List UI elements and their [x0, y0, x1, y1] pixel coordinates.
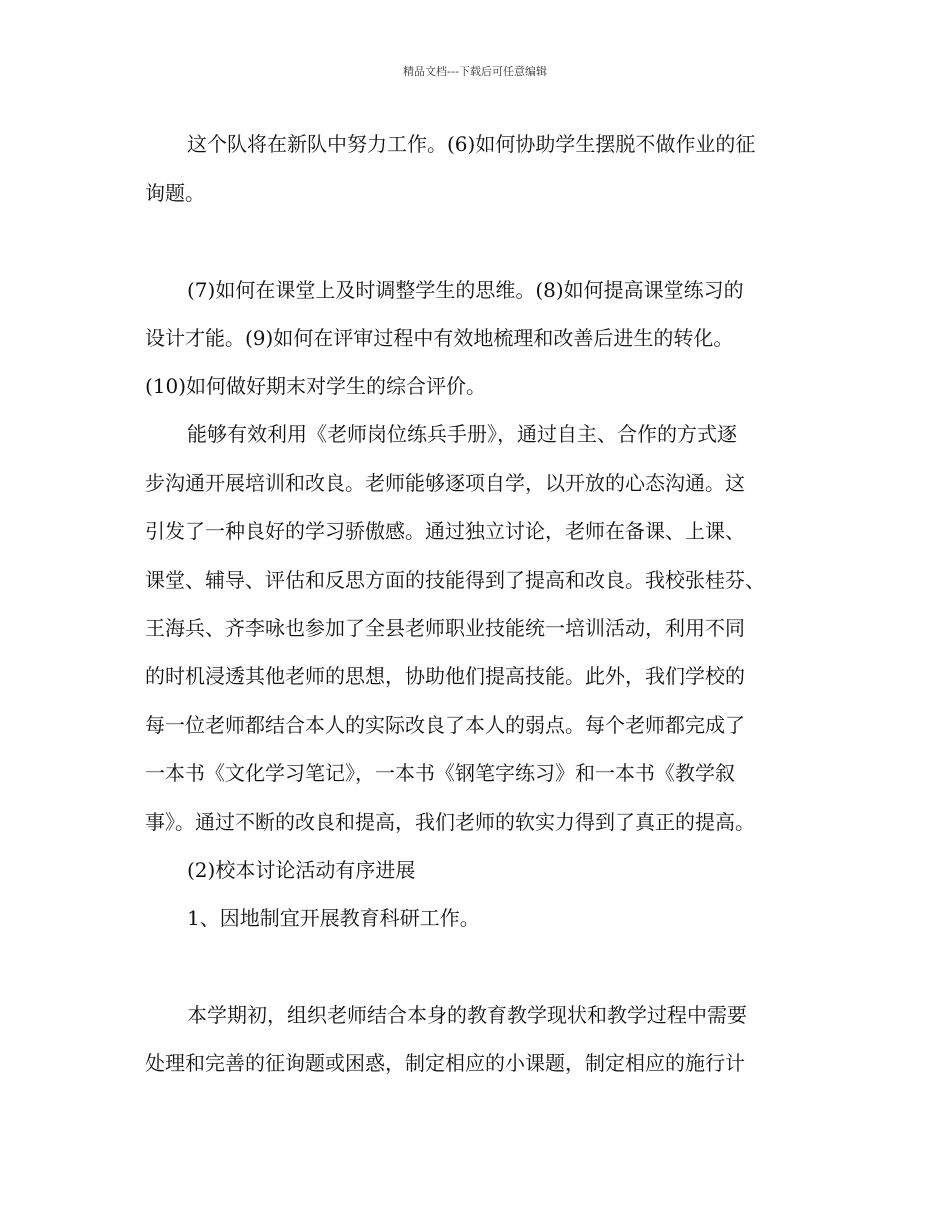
- paragraph-line: 一本书《文化学习笔记》，一本书《钢笔字练习》和一本书《教学叙: [145, 761, 735, 785]
- paragraph-line: 本学期初，组织老师结合本身的教育教学现状和教学过程中需要: [187, 1003, 747, 1027]
- page-header: 精品文档---下载后可任意编辑: [403, 65, 547, 78]
- paragraph-line: 每一位老师都结合本人的实际改良了本人的弱点。每个老师都完成了: [145, 713, 745, 737]
- section-heading: 1、因地制宜开展教育科研工作。: [187, 906, 480, 930]
- paragraph-line: 事》。通过不断的改良和提高，我们老师的软实力得到了真正的提高。: [145, 810, 755, 834]
- paragraph-line: (10)如何做好期末对学生的综合评价。: [145, 374, 487, 398]
- paragraph-line: 课堂、辅导、评估和反思方面的技能得到了提高和改良。我校张桂芬、: [145, 568, 765, 592]
- paragraph-line: 处理和完善的征询题或困惑，制定相应的小课题，制定相应的施行计: [145, 1051, 745, 1075]
- paragraph-line: 这个队将在新队中努力工作。(6)如何协助学生摆脱不做作业的征: [187, 132, 756, 156]
- section-heading: (2)校本讨论活动有序进展: [187, 858, 416, 882]
- paragraph-line: 的时机浸透其他老师的思想，协助他们提高技能。此外，我们学校的: [145, 664, 745, 688]
- paragraph-line: 引发了一种良好的学习骄傲感。通过独立讨论，老师在备课、上课、: [145, 519, 745, 543]
- paragraph-line: (7)如何在课堂上及时调整学生的思维。(8)如何提高课堂练习的: [187, 278, 744, 302]
- paragraph-line: 王海兵、齐李咏也参加了全县老师职业技能统一培训活动，利用不同: [145, 616, 745, 640]
- paragraph-line: 步沟通开展培训和改良。老师能够逐项自学，以开放的心态沟通。这: [145, 471, 745, 495]
- paragraph-line: 能够有效利用《老师岗位练兵手册》，通过自主、合作的方式逐: [187, 422, 737, 446]
- paragraph-line: 设计才能。(9)如何在评审过程中有效地梳理和改善后进生的转化。: [145, 326, 734, 350]
- paragraph-line: 询题。: [145, 181, 205, 205]
